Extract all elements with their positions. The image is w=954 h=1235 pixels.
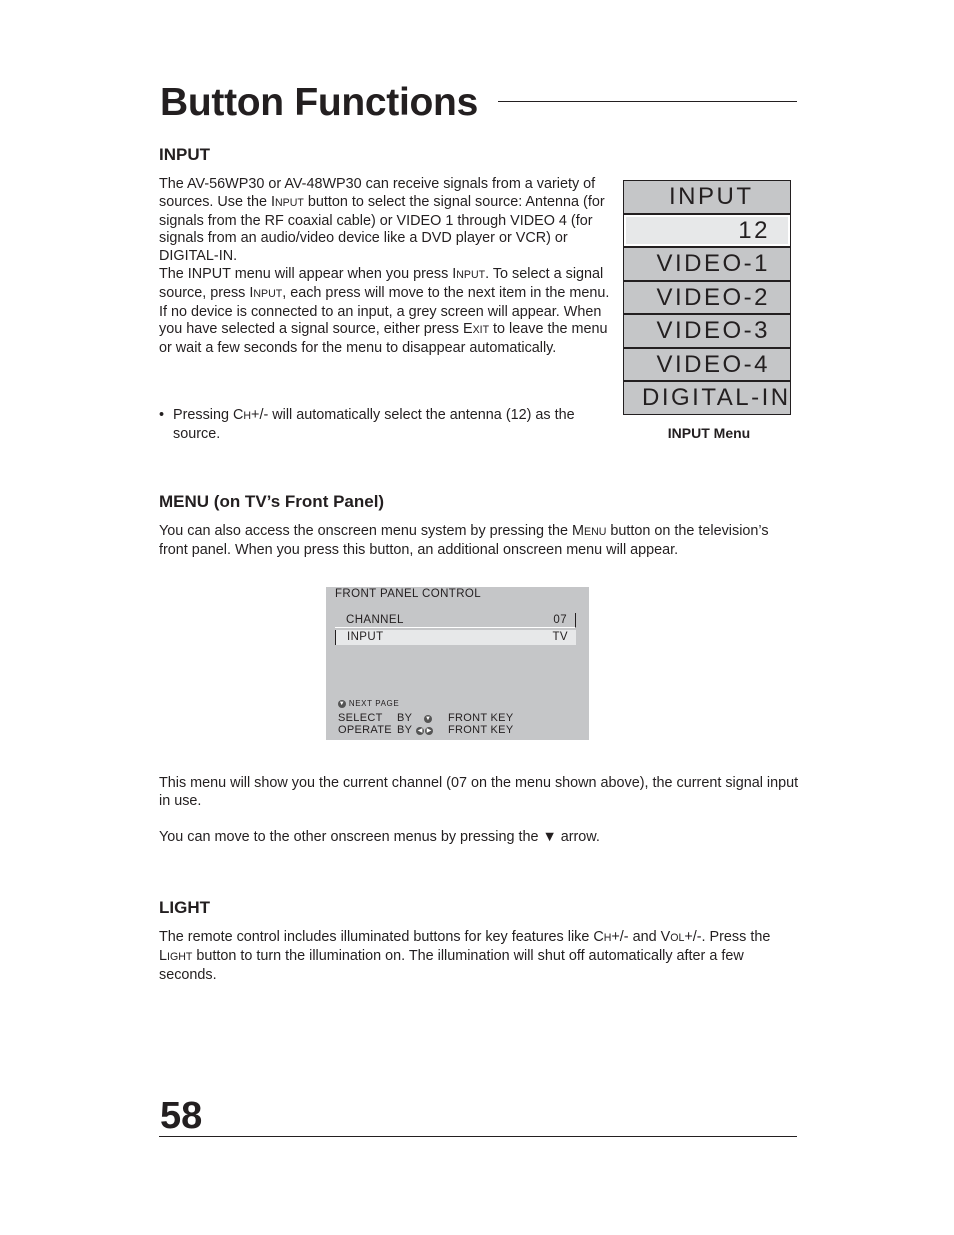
next-page-hint: ▼ NEXT PAGE [338,699,400,708]
input-menu-item-video2: VIDEO-2 [623,281,791,315]
operate-front-key: FRONT KEY [448,724,514,736]
menu-heading: MENU (on TV’s Front Panel) [159,492,385,511]
input-description: The AV-56WP30 or AV-48WP30 can receive signals from a variety of sources. Use the INPUT button to select the signal source: Antenna (for signals from the RF coaxial cable) or VIDEO 1 through VIDEO 4 (for signals from an audio/video device like a DVD player or VCR) or DIGITAL-IN. The INPUT menu will appear when you press INPUT. To select a signal source, press INPUT, each press will move to the next item in the menu. If no device is connected to an input, a grey screen will appear. When you have selected a signal source, either press EXIT to leave the menu or wait a few seconds for the menu to disappear automatically. [159,176,610,357]
left-arrow-key-icon: ◀ [417,728,423,734]
front-panel-control-menu [326,587,589,740]
front-panel-row-channel: CHANNEL 07 [335,613,576,628]
footer-rule [159,1136,797,1137]
menu-description: You can also access the onscreen menu system by pressing the MENU button on the television’s front panel. When you press this button, an additional onscreen menu will appear. [159,523,769,558]
input-menu-header: INPUT [623,180,791,214]
select-label: SELECT [338,712,383,724]
input-menu-item-antenna: 12 [623,214,791,248]
select-by: BY [397,712,413,724]
front-panel-title: FRONT PANEL CONTROL [335,588,482,600]
input-menu-item-digital-in: DIGITAL-IN [623,381,791,415]
title-rule [498,101,797,102]
input-menu-item-video4: VIDEO-4 [623,348,791,382]
input-menu-caption: INPUT Menu [667,425,751,441]
page-number: 58 [160,1095,203,1137]
select-front-key: FRONT KEY [448,712,514,724]
light-description: The remote control includes illuminated buttons for key features like CH+/- and VOL+/-. Press the LIGHT button to turn the illumination on. The illumination will shut off automatically after a few seconds. [159,929,771,983]
page-title: Button Functions [160,81,478,124]
operate-label: OPERATE [338,724,392,736]
right-arrow-key-icon: ▶ [426,728,432,734]
input-menu-item-video1: VIDEO-1 [623,247,791,281]
front-panel-row-input: INPUT TV [335,630,576,645]
down-button-icon: ▼ [338,700,346,707]
operate-by: BY [397,724,413,736]
menu-navigation-note: You can move to the other onscreen menus by pressing the ▼ arrow. [159,829,600,845]
light-heading: LIGHT [159,898,210,917]
bullet-mark: • [159,407,165,423]
input-menu-item-video3: VIDEO-3 [623,314,791,348]
menu-explanation: This menu will show you the current channel (07 on the menu shown above), the current signal input in use. [159,775,799,809]
down-arrow-key-icon: ▼ [425,716,431,722]
down-arrow-icon: ▼ [542,829,557,845]
input-menu [623,180,791,415]
input-heading: INPUT [159,145,210,164]
